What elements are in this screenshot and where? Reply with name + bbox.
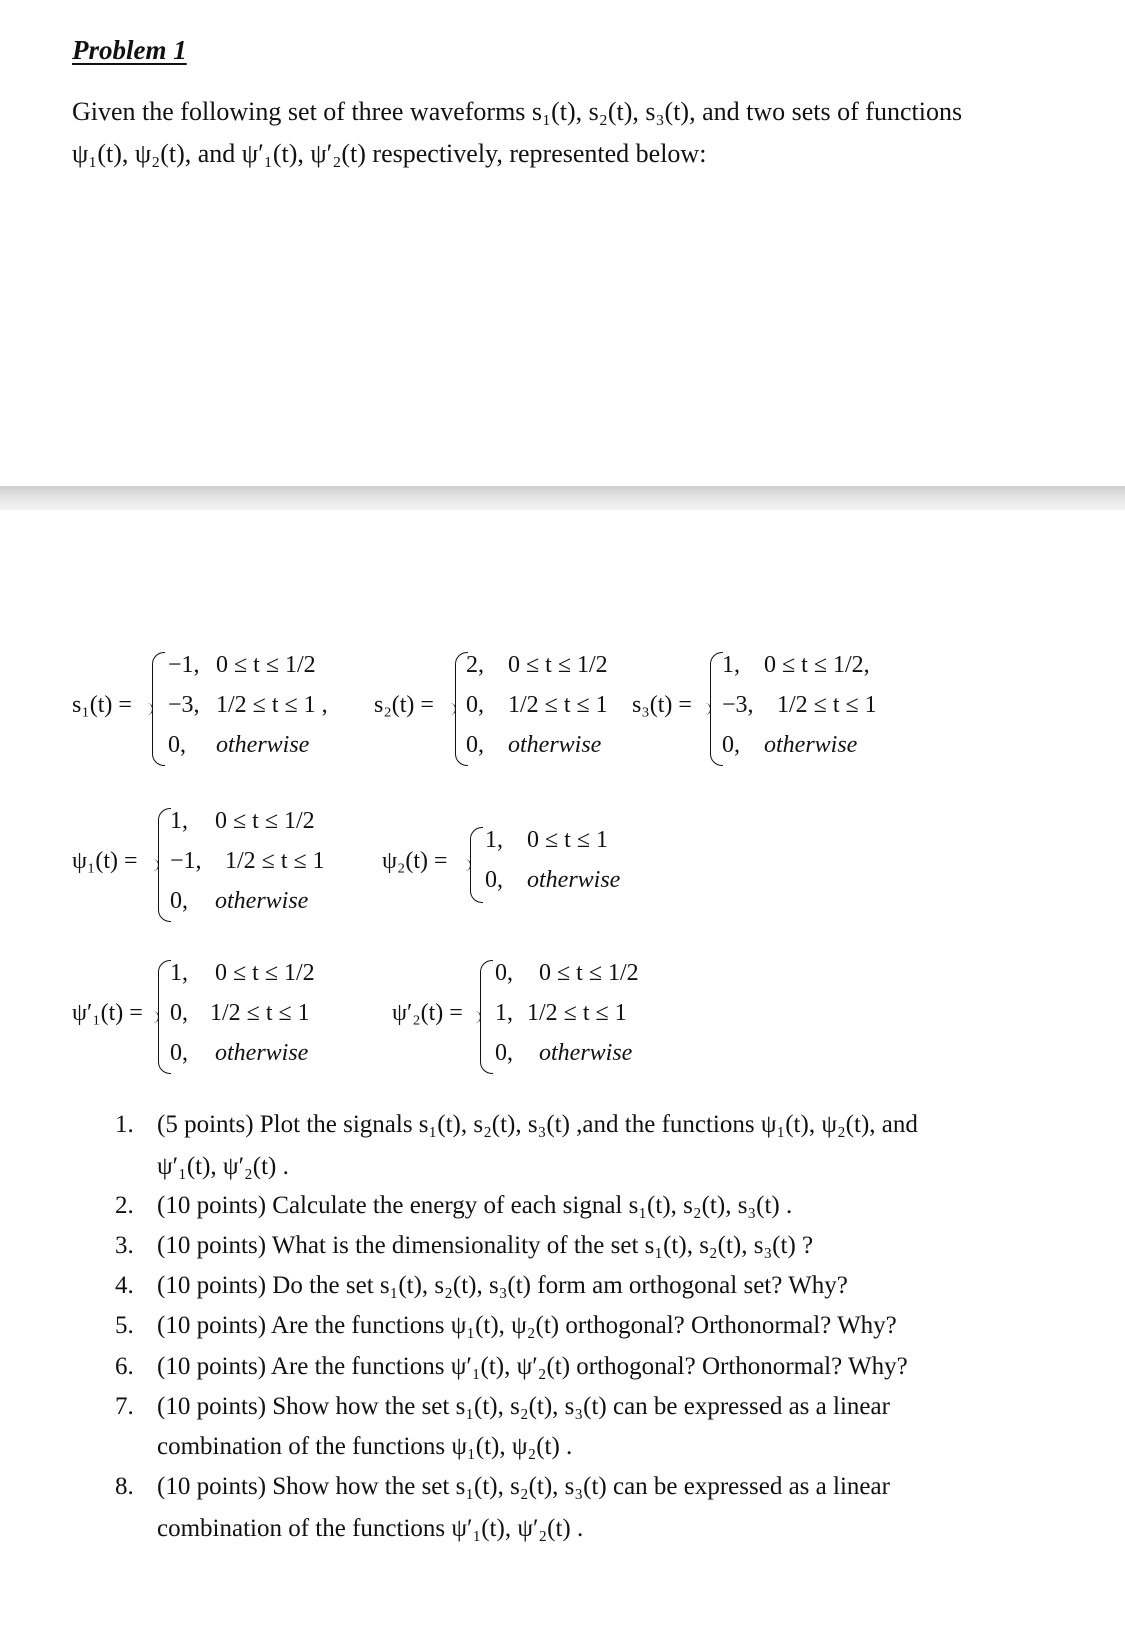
def-psi1-prime-row: 0, otherwise (170, 1040, 309, 1066)
def-s3-row: −3, 1/2 ≤ t ≤ 1 (722, 692, 877, 718)
def-s3-row: 1, 0 ≤ t ≤ 1/2, (722, 652, 870, 678)
intro-line-2: ψ₁(t), ψ₂(t), and ψ′₁(t), ψ′₂(t) respectively, represented below: (72, 139, 707, 168)
def-psi1-row: 0, otherwise (170, 888, 309, 914)
def-s3-lhs: s₃(t) = (632, 692, 692, 718)
def-s1-brace (152, 652, 165, 766)
def-s2-row: 2, 0 ≤ t ≤ 1/2 (466, 652, 608, 678)
def-s2-row: 0, 1/2 ≤ t ≤ 1 (466, 692, 608, 718)
def-psi1-prime-lhs: ψ′₁(t) = (72, 1000, 143, 1026)
def-s2-row: 0, otherwise (466, 732, 602, 758)
def-psi1-prime-row: 0, 1/2 ≤ t ≤ 1 (170, 1000, 310, 1026)
def-psi2-lhs: ψ₂(t) = (382, 848, 448, 874)
def-psi2-prime-row: 1, 1/2 ≤ t ≤ 1 (495, 1000, 627, 1026)
def-s1-row: 0, otherwise (168, 732, 310, 758)
def-psi2-prime-lhs: ψ′₂(t) = (392, 1000, 463, 1026)
def-psi2-row: 1, 0 ≤ t ≤ 1 (485, 827, 609, 853)
page-divider (0, 486, 1125, 510)
def-s1-row: −1, 0 ≤ t ≤ 1/2 (168, 652, 316, 678)
question-continuation: combination of the functions ψ′₁(t), ψ′₂(t) . (157, 1515, 584, 1542)
question-continuation: ψ′₁(t), ψ′₂(t) . (157, 1153, 289, 1180)
def-psi2-row: 0, otherwise (485, 867, 621, 893)
intro-line-1: Given the following set of three waveforms s₁(t), s₂(t), s₃(t), and two sets of functions (72, 97, 963, 126)
def-psi1-prime-row: 1, 0 ≤ t ≤ 1/2 (170, 960, 315, 986)
def-psi1-row: 1, 0 ≤ t ≤ 1/2 (170, 808, 315, 834)
def-s3-row: 0, otherwise (722, 732, 858, 758)
def-s1-row: −3, 1/2 ≤ t ≤ 1 , (168, 692, 328, 718)
def-psi2-prime-row: 0, 0 ≤ t ≤ 1/2 (495, 960, 639, 986)
def-psi2-prime-brace (480, 960, 493, 1074)
def-s1-lhs: s₁(t) = (72, 692, 132, 718)
def-s2-lhs: s₂(t) = (374, 692, 434, 718)
def-psi1-lhs: ψ₁(t) = (72, 848, 138, 874)
def-psi2-brace (470, 827, 483, 903)
def-psi1-row: −1, 1/2 ≤ t ≤ 1 (170, 848, 325, 874)
problem-title: Problem 1 (72, 35, 187, 65)
def-psi2-prime-row: 0, otherwise (495, 1040, 633, 1066)
question-continuation: combination of the functions ψ₁(t), ψ₂(t) . (157, 1433, 573, 1460)
